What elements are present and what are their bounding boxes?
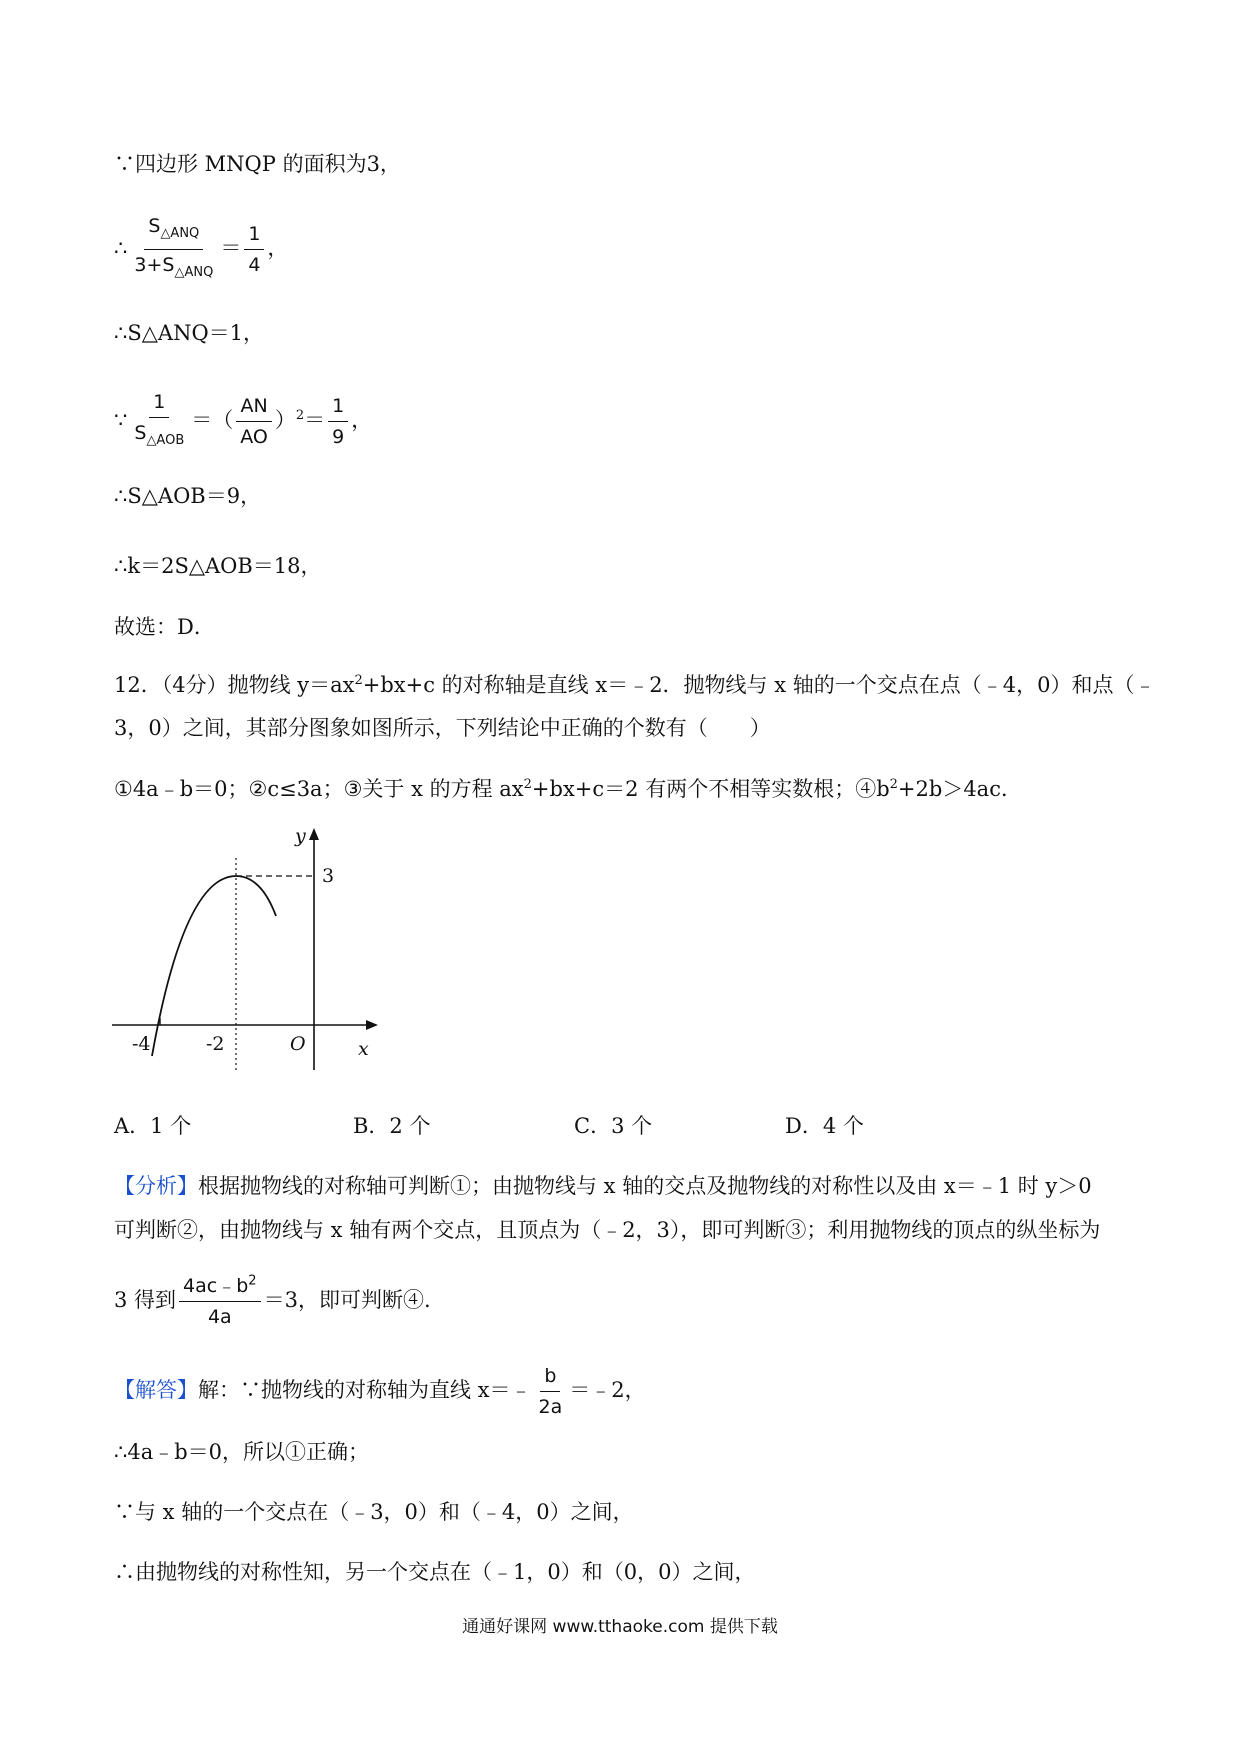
text: ＝3，即可判断④. <box>263 1288 431 1312</box>
punctuation: ， <box>351 407 373 432</box>
option-c: C．3 个 <box>574 1114 653 1138</box>
fraction-denominator: S <box>134 422 147 444</box>
equals: ＝ <box>220 235 242 260</box>
fraction-numerator: b <box>540 1364 560 1392</box>
y-axis-label: y <box>295 825 306 847</box>
fraction <box>130 214 217 285</box>
fraction-denominator: AO <box>240 425 268 448</box>
origin-label: O <box>290 1033 306 1055</box>
fraction-numerator: AN <box>236 394 271 422</box>
parabola-curve <box>152 876 276 1056</box>
fraction-denominator: 3+S <box>134 253 175 276</box>
parabola-figure <box>108 820 388 1085</box>
x-axis-label: x <box>358 1038 369 1060</box>
page-footer: 通通好课网 www.tthaoke.com 提供下载 <box>462 1617 778 1637</box>
fraction <box>130 390 188 453</box>
subscript: △ANQ <box>174 264 214 280</box>
fraction-denominator: 4 <box>248 253 261 276</box>
answer-line <box>114 1364 646 1419</box>
question-stem: 3，0）之间，其部分图象如图所示，下列结论中正确的个数有（ ） <box>114 716 771 740</box>
solution-line: ∴S△ANQ＝1， <box>114 321 265 345</box>
equals: ＝ <box>304 407 326 432</box>
y-axis-arrow <box>309 828 319 840</box>
fraction-numerator: 1 <box>244 222 264 250</box>
tick-label-neg2: -2 <box>206 1033 225 1055</box>
fraction <box>535 1364 567 1419</box>
option-b: B．2 个 <box>353 1114 431 1138</box>
question-conditions <box>114 774 1022 804</box>
subscript: △AOB <box>146 432 185 448</box>
answer-line: ∴4a﹣b＝0，所以①正确； <box>114 1440 370 1464</box>
fraction-numerator: 4ac﹣b <box>183 1275 249 1297</box>
answer-tag: 【解答】 <box>114 1378 198 1402</box>
solution-line: ∵四边形 MNQP 的面积为3， <box>114 152 401 176</box>
fraction <box>244 222 264 277</box>
fraction-numerator: S <box>148 215 161 237</box>
exponent: 2 <box>354 673 363 688</box>
text: 根据抛物线的对称轴可判断①；由抛物线与 x 轴的交点及抛物线的对称性以及由 x＝﹣1 时 y＞0 <box>198 1174 1092 1198</box>
option-d: D．4 个 <box>785 1114 864 1138</box>
fraction-denominator: 2a <box>538 1396 563 1418</box>
text: ＝﹣2， <box>569 1378 646 1402</box>
fraction-numerator: 1 <box>149 390 169 418</box>
paren-open: ＝（ <box>191 407 234 432</box>
fraction-numerator: 1 <box>328 394 348 422</box>
option-a: A．1 个 <box>114 1114 192 1138</box>
fraction <box>328 394 348 449</box>
because-symbol: ∵ <box>114 407 128 432</box>
answer-line: ∴由抛物线的对称性知，另一个交点在（﹣1，0）和（0，0）之间， <box>114 1560 756 1584</box>
analysis-line: 可判断②，由抛物线与 x 轴有两个交点，且顶点为（﹣2，3），即可判断③；利用抛物线的顶点的纵坐标为 <box>114 1218 1101 1242</box>
solution-line: 故选：D． <box>114 615 215 639</box>
text: 12．（4分）抛物线 y＝ax <box>114 673 355 697</box>
solution-line <box>114 214 288 285</box>
fraction-denominator: 4a <box>207 1306 232 1328</box>
text: 解：∵抛物线的对称轴为直线 x＝﹣ <box>198 1378 532 1402</box>
analysis-tag: 【分析】 <box>114 1174 198 1198</box>
subscript: △ANQ <box>160 225 200 241</box>
analysis-line <box>114 1171 1092 1201</box>
text: +bx+c 的对称轴是直线 x＝﹣2．抛物线与 x 轴的一个交点在点（﹣4，0）和点（﹣ <box>362 673 1156 697</box>
tick-label-3: 3 <box>322 865 335 887</box>
fraction <box>236 394 272 449</box>
exponent: 2 <box>889 777 898 792</box>
exponent: 2 <box>295 407 305 423</box>
tick-label-neg4: -4 <box>132 1033 151 1055</box>
text: +bx+c＝2 有两个不相等实数根；④b <box>531 777 890 801</box>
exponent: 2 <box>523 777 532 792</box>
text: ①4a﹣b＝0；②c≤3a；③关于 x 的方程 ax <box>114 777 524 801</box>
analysis-line <box>114 1274 431 1329</box>
solution-line: ∴S△AOB＝9， <box>114 484 262 508</box>
paren-close: ） <box>274 407 296 432</box>
x-axis-arrow <box>366 1020 378 1030</box>
answer-line: ∵与 x 轴的一个交点在（﹣3，0）和（﹣4，0）之间， <box>114 1500 634 1524</box>
therefore-symbol: ∴ <box>114 235 128 260</box>
fraction <box>179 1274 261 1329</box>
exponent: 2 <box>248 1273 257 1289</box>
question-stem <box>114 670 1155 700</box>
text: 3 得到 <box>114 1288 177 1312</box>
fraction-denominator: 9 <box>332 425 345 448</box>
solution-line <box>114 390 372 453</box>
solution-line: ∴k＝2S△AOB＝18， <box>114 554 322 578</box>
punctuation: ， <box>267 235 289 260</box>
text: +2b＞4ac． <box>897 777 1022 801</box>
